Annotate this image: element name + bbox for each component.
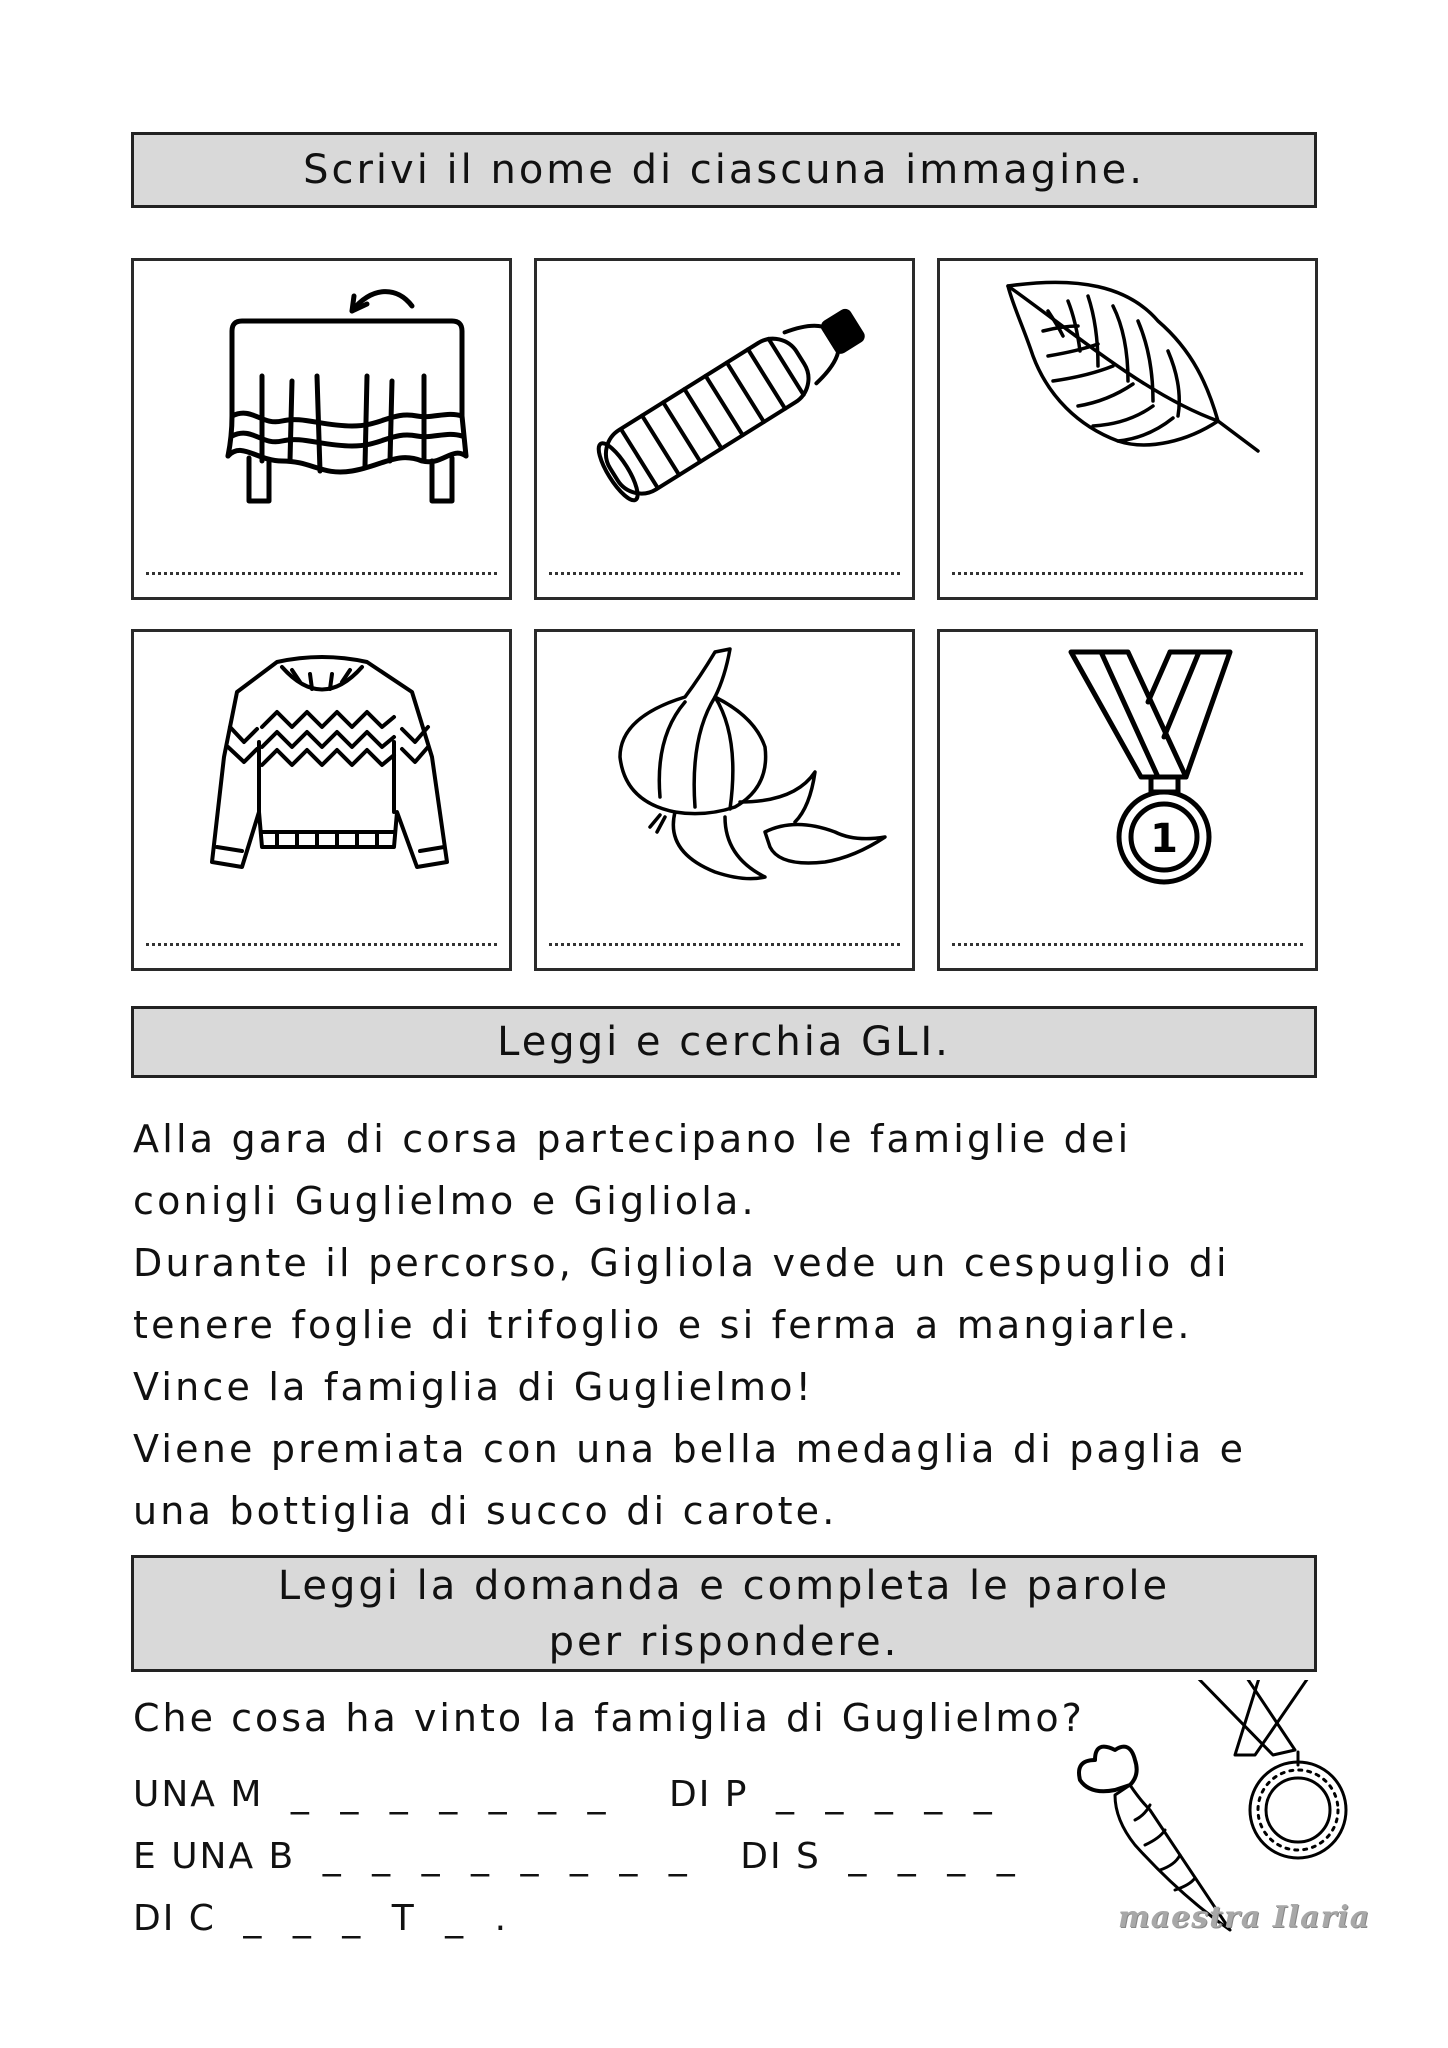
picture-card-tablecloth bbox=[131, 258, 512, 600]
story-line: Alla gara di corsa partecipano le famiglie dei bbox=[133, 1117, 1132, 1161]
answer-line[interactable] bbox=[146, 572, 497, 575]
instruction-text-line1: Leggi la domanda e completa le parole bbox=[277, 1562, 1171, 1609]
fill-prefix: DI P bbox=[669, 1774, 749, 1815]
picture-card-garlic bbox=[534, 629, 915, 971]
fill-prefix: E UNA B bbox=[133, 1836, 296, 1877]
answer-line[interactable] bbox=[549, 572, 900, 575]
answer-line[interactable] bbox=[549, 943, 900, 946]
picture-card-bottle bbox=[534, 258, 915, 600]
fill-row-1 bbox=[133, 1770, 1002, 1820]
story-line: Vince la famiglia di Guglielmo! bbox=[133, 1365, 815, 1409]
story-line: Durante il percorso, Gigliola vede un cespuglio di bbox=[133, 1241, 1230, 1285]
fill-blanks-medaglia[interactable]: _ _ _ _ _ _ _ bbox=[290, 1774, 616, 1815]
story-line: conigli Guglielmo e Gigliola. bbox=[133, 1179, 757, 1223]
instruction-text: Leggi e cerchia GLI. bbox=[497, 1019, 951, 1065]
garlic-icon bbox=[537, 632, 912, 902]
bottle-icon bbox=[537, 261, 912, 531]
instruction-text: Scrivi il nome di ciascuna immagine. bbox=[303, 147, 1145, 193]
instruction-banner-complete-words bbox=[131, 1555, 1317, 1672]
picture-card-medal bbox=[937, 629, 1318, 971]
author-watermark: maestra Ilaria bbox=[1118, 1900, 1371, 1935]
instruction-text-line2: per rispondere. bbox=[548, 1618, 900, 1665]
fill-blanks-carote[interactable]: _ _ _ T _ . bbox=[243, 1898, 517, 1939]
story-line: Viene premiata con una bella medaglia di paglia e bbox=[133, 1427, 1247, 1471]
fill-prefix: UNA M bbox=[133, 1774, 264, 1815]
story-text bbox=[133, 1108, 1333, 1542]
sweater-icon bbox=[134, 632, 509, 902]
fill-row-3 bbox=[133, 1894, 516, 1944]
answer-line[interactable] bbox=[952, 943, 1303, 946]
fill-prefix: DI C bbox=[133, 1898, 216, 1939]
straw-medal-icon bbox=[1195, 1680, 1346, 1858]
leaf-icon bbox=[940, 261, 1315, 531]
story-line: una bottiglia di succo di carote. bbox=[133, 1489, 838, 1533]
answer-line[interactable] bbox=[952, 572, 1303, 575]
picture-card-sweater bbox=[131, 629, 512, 971]
picture-card-leaf bbox=[937, 258, 1318, 600]
story-line: tenere foglie di trifoglio e si ferma a mangiarle. bbox=[133, 1303, 1193, 1347]
fill-blanks-succo[interactable]: _ _ _ _ bbox=[848, 1836, 1025, 1877]
fill-blanks-bottiglia[interactable]: _ _ _ _ _ _ _ _ bbox=[322, 1836, 697, 1877]
question-text: Che cosa ha vinto la famiglia di Guglielmo? bbox=[133, 1696, 1085, 1740]
fill-prefix: DI S bbox=[740, 1836, 821, 1877]
tablecloth-icon bbox=[134, 261, 509, 531]
answer-line[interactable] bbox=[146, 943, 497, 946]
fill-row-2 bbox=[133, 1832, 1025, 1882]
instruction-banner-write-names bbox=[131, 132, 1317, 208]
fill-blanks-paglia[interactable]: _ _ _ _ _ bbox=[775, 1774, 1002, 1815]
medal-icon bbox=[940, 632, 1315, 902]
instruction-banner-circle-gli bbox=[131, 1006, 1317, 1078]
svg-text:1: 1 bbox=[1149, 816, 1178, 862]
